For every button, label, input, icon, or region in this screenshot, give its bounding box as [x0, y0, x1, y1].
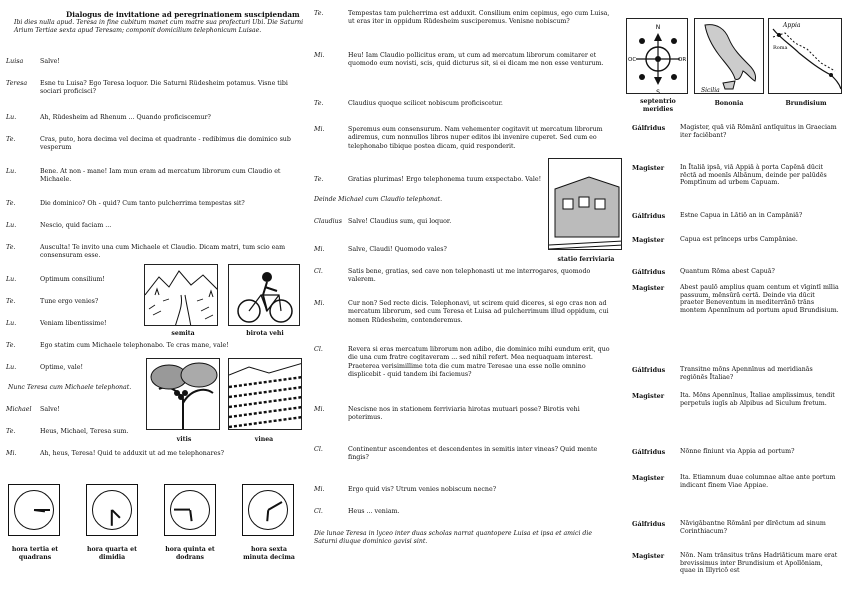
clock — [164, 484, 216, 536]
page-title: Dialogus de invitatione ad peregrinationem suscipiendam — [66, 10, 300, 19]
italy-map-illustration — [694, 18, 764, 94]
train-station-illustration — [548, 158, 622, 250]
speaker: Mi. — [314, 486, 325, 493]
speaker: Mi. — [314, 300, 325, 307]
caption-semita: semita — [171, 330, 195, 337]
speaker: Te. — [314, 100, 324, 107]
line-text: Bene. At non - mane! Iam mun eram ad mercatum librorum cum Claudio et Michaele. — [40, 168, 281, 184]
line-text: Tempestas tam pulcherrima est adduxit. Consilium enim cepimus, ego cum Luisa, ut eras iter in oppidum Rüdesheim susciperemus. Venisne nobiscum? — [348, 10, 610, 26]
speaker: Gálfridus — [632, 448, 666, 456]
line-text: Esne tu Luisa? Ego Teresa loquor. Die Saturni Rüdesheim potamus. Visne tibi sociari proficisci? — [40, 80, 288, 96]
clock-caption: hora tertia et quadrans — [11, 546, 59, 561]
speaker: Magister — [632, 474, 665, 482]
speaker: Luisa — [6, 58, 24, 65]
map-label-appia: Appia — [783, 22, 801, 29]
line-text: In Ītaliā ipsā, viā Appiā à porta Capēnā dūcit rēctā ad moenīs Albānum, deinde per palūdēs Pomptīnum ad urbem Capuam. — [680, 164, 827, 187]
clock — [8, 484, 60, 536]
vitis-illustration — [146, 358, 220, 430]
stage-direction: Nunc Teresa cum Michaele telephonat. — [8, 384, 132, 391]
speaker: Magister — [632, 392, 665, 400]
line-text: Heus, Michael, Teresa sum. — [40, 428, 129, 435]
line-text: Capua est prīnceps urbs Campāniae. — [680, 236, 798, 243]
speaker: Te. — [6, 244, 16, 251]
speaker: Gálfridus — [632, 366, 666, 374]
speaker: Gálfridus — [632, 268, 666, 276]
map-label-roma: Roma — [773, 45, 788, 51]
clock-caption: hora quinta et dodrans — [165, 546, 215, 561]
speaker: Cl. — [314, 268, 323, 275]
minute-hand — [34, 509, 50, 511]
speaker: Gálfridus — [632, 124, 666, 132]
caption-vinea: vinea — [254, 436, 274, 443]
vinea-illustration — [228, 358, 302, 430]
line-text: Salve! — [40, 406, 60, 413]
speaker: Lu. — [6, 364, 17, 371]
line-text: Continentur ascendentes et descendentes in semitis inter vineas? Quid mente fingis? — [348, 446, 598, 462]
line-text: Quantum Rōma abest Capuā? — [680, 268, 775, 275]
line-text: Speremus eum consensurum. Nam vehementer cogitavit ut mercatum librorum adiremus, cum nonnullos libros nuper editos ibi invenire cuperet. Sed cum eo telephonabo tibique postea dicam, quid responderit. — [348, 126, 603, 150]
line-text: Salve, Claudi! Quomodo vales? — [348, 246, 447, 253]
speaker: Te. — [6, 428, 16, 435]
line-text: Ausculta! Te invito una cum Michaele et Claudio. Dicam matri, tum scio eam consensuram esse. — [40, 244, 286, 260]
line-text: Salve! Claudius sum, qui loquor. — [348, 218, 452, 225]
speaker: Te. — [6, 136, 16, 143]
compass-north: N — [655, 24, 661, 31]
compass-east: OR — [678, 57, 687, 63]
speaker: Teresa — [6, 80, 28, 87]
speaker: Magister — [632, 164, 665, 172]
speaker: Cl. — [314, 446, 323, 453]
speaker: Magister — [632, 552, 665, 560]
speaker: Gálfridus — [632, 520, 666, 528]
speaker: Lu. — [6, 320, 17, 327]
line-text: Ergo quid vis? Utrum venies nobiscum necne? — [348, 486, 497, 493]
speaker: Lu. — [6, 222, 17, 229]
line-text: Abest paulō amplius quam centum et vīgintī mīlia passuum, mēnsūrā certā. Deinde via dūcit praeter Beneventum in mediterrānō trāns montem Apennīnum ad portum apud Brundisium. — [680, 284, 839, 314]
speaker: Mi. — [314, 126, 325, 133]
speaker: Te. — [6, 298, 16, 305]
speaker: Claudius — [314, 218, 342, 225]
hour-hand — [266, 510, 269, 521]
line-text: Salve! — [40, 58, 60, 65]
line-text: Ita. Etiamnum duae columnae altae ante portum indicant fīnem Viae Appiae. — [680, 474, 836, 489]
map-caption: septentrio meridies — [640, 98, 676, 113]
line-text: Optime, vale! — [40, 364, 84, 371]
minute-hand — [111, 510, 113, 526]
map-caption: Bononia — [714, 100, 744, 107]
speaker: Mi. — [6, 450, 17, 457]
speaker: Te. — [314, 176, 324, 183]
line-text: Die dominico? Oh - quid? Cum tanto pulcherrima tempestas sit? — [40, 200, 245, 207]
semita-illustration — [144, 264, 218, 326]
speaker: Cl. — [314, 508, 323, 515]
line-text: Tune ergo venies? — [40, 298, 99, 305]
line-text: Nōnne fīniunt via Appia ad portum? — [680, 448, 795, 455]
line-text: Revera si eras mercatum librorum non adibo, die dominico mihi eundum erit, quo die una cum fratre cogitaveram ... sed nihil refert. Mea nequaquam interest. Praeterea verisimillime tota die cum matre Teresae una esse nolle omnino displicebit - quid tandem ibi faciemus? — [348, 346, 610, 378]
speaker: Mi. — [314, 406, 325, 413]
line-text: Optimum consilium! — [40, 276, 105, 283]
hour-hand — [189, 510, 193, 521]
line-text: Veniam libentissime! — [40, 320, 107, 327]
clock — [86, 484, 138, 536]
line-text: Cras, puto, hora decima vel decima et quadrante - redibimus die dominico sub vesperum — [40, 136, 291, 152]
line-text: Cur non? Sed recte dicis. Telephonavi, ut scirem quid diceres, si ego cras non ad mercatum librorum, sed cum Teresa et Luisa ad pulcherrimum illud oppidum, cui nomen Rüdesheim, contenderemus. — [348, 300, 609, 324]
map-label-sicilia: Sicilia — [701, 87, 720, 94]
speaker: Cl. — [314, 346, 323, 353]
line-text: Claudius quoque scilicet nobiscum proficiscetur. — [348, 100, 503, 107]
speaker: Te. — [6, 200, 16, 207]
compass-west: OC — [628, 57, 637, 63]
line-text: Magister, quā viā Rōmānī antīquitus in Graeciam iter faciēbant? — [680, 124, 837, 139]
clock-caption: hora sexta minuta decima — [243, 546, 295, 561]
line-text: Nāvigābantne Rōmānī per dīrēctum ad sinum Corinthiacum? — [680, 520, 826, 535]
line-text: Nōn. Nam trānsitus trāns Hadriāticum mare erat brevissimus inter Brundisium et Apollōniam, quae in Illyricō est — [680, 552, 838, 575]
caption-statio: statio ferriviaria — [557, 256, 615, 263]
line-text: Satis bene, gratias, sed cave non telephonasti ut me interrogares, quomodo valerem. — [348, 268, 591, 284]
closing-text: Die lunae Teresa in lyceo inter duas scholas narrat quantopere Luisa et ipsa et amici die Saturni diuque dominico gavisi sint. — [314, 530, 593, 545]
caption-vitis: vitis — [176, 436, 192, 443]
line-text: Estne Capua in Lātiō an in Campāniā? — [680, 212, 803, 219]
caption-birota: birota vehi — [246, 330, 284, 337]
line-text: Ita. Mōns Apennīnus, Ītaliae amplissimus, tendit perpetuīs iugīs ab Alpibus ad Siculum fretum. — [680, 392, 835, 407]
compass-south: S — [656, 89, 660, 94]
speaker: Mi. — [314, 52, 325, 59]
speaker: Te. — [314, 10, 324, 17]
via-appia-map-illustration — [768, 18, 842, 94]
speaker: Lu. — [6, 114, 17, 121]
intro-text: Ibi dies nulla apud. Teresa in fine cubitum manet cum matre sua profecturi Ubi. Die Saturni Arium Tertiae sexta apud Teresam; componit domicilium telephonicum Luisae. — [14, 19, 304, 35]
line-text: Nescisne nos in stationem ferriviaria hirotas mutuari posse? Birotis vehi poterimus. — [348, 406, 580, 422]
clock-caption: hora quarta et dimidia — [87, 546, 137, 561]
stage-direction: Deinde Michael cum Claudio telephonat. — [314, 196, 443, 203]
line-text: Ego statim cum Michaele telephonabo. Te cras mane, vale! — [40, 342, 229, 349]
minute-hand — [268, 501, 283, 510]
line-text: Transitne mōns Apennīnus ad meridianās regiōnēs Ītaliae? — [680, 366, 813, 381]
speaker: Lu. — [6, 168, 17, 175]
line-text: Heus ... veniam. — [348, 508, 400, 515]
compass-illustration — [626, 18, 688, 94]
speaker: Gálfridus — [632, 212, 666, 220]
birota-illustration — [228, 264, 300, 326]
speaker: Michael — [6, 406, 32, 413]
speaker: Lu. — [6, 276, 17, 283]
speaker: Magister — [632, 236, 665, 244]
speaker: Magister — [632, 284, 665, 292]
map-caption: Brundisium — [785, 100, 827, 107]
line-text: Ah, Rüdesheim ad Rhenum ... Quando proficiscemur? — [40, 114, 211, 121]
line-text: Heu! Iam Claudio pollicitus eram, ut cum ad mercatum librorum comitarer et quomodo eum novisti, scis, quid dicturus sit, si ei dicam me non esse venturum. — [348, 52, 604, 68]
line-text: Gratias plurimas! Ergo telephonema tuum exspectabo. Vale! — [348, 176, 542, 183]
speaker: Te. — [6, 342, 16, 349]
line-text: Ah, heus, Teresa! Quid te adduxit ut ad me telephonares? — [40, 450, 224, 457]
minute-hand — [174, 509, 190, 511]
clock — [242, 484, 294, 536]
line-text: Nescio, quid faciam ... — [40, 222, 112, 229]
speaker: Mi. — [314, 246, 325, 253]
